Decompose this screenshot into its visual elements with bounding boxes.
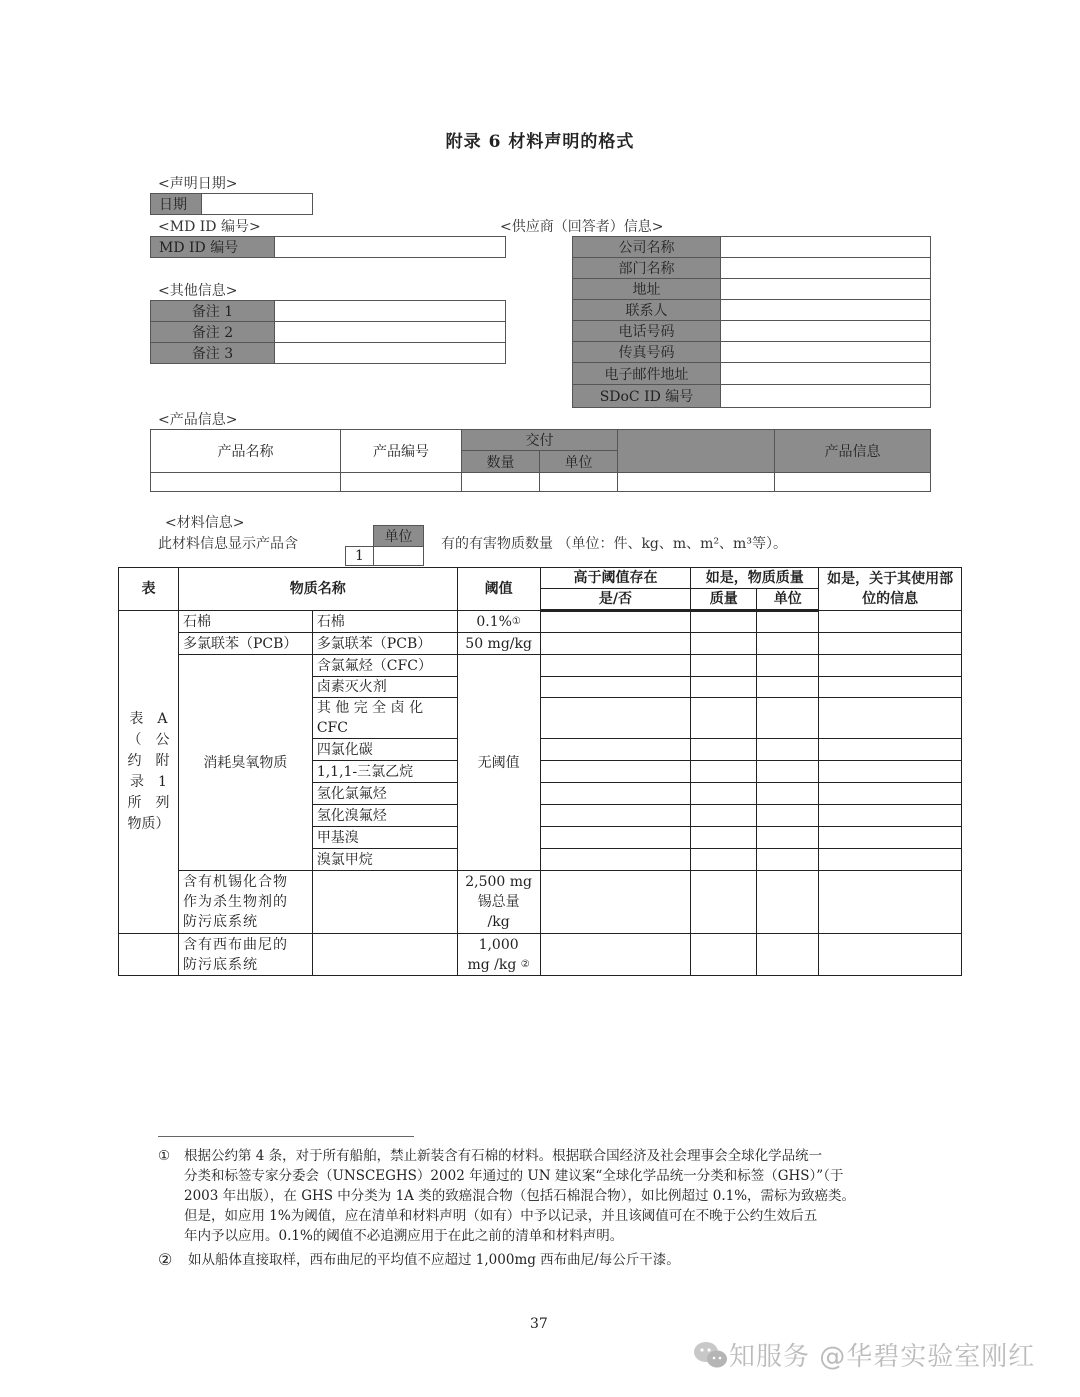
- product-info-section-label: <产品信息>: [158, 412, 238, 428]
- category-line: 含有机锡化合物: [182, 874, 288, 890]
- location-field[interactable]: [819, 934, 962, 976]
- threshold-line: 1,000: [478, 936, 519, 953]
- footnote-line: 如从船体直接取样，西布曲尼的平均值不应超过 1,000mg 西布曲尼/每公斤干漆。: [188, 1252, 680, 1268]
- mass-field[interactable]: [691, 677, 757, 698]
- company-name-field[interactable]: [720, 236, 931, 258]
- mass-field[interactable]: [691, 761, 757, 783]
- threshold-value: mg /kg: [467, 956, 517, 973]
- remark-3-field[interactable]: [274, 342, 506, 364]
- mass-field[interactable]: [691, 633, 757, 655]
- page-number: 37: [530, 1316, 548, 1332]
- substance-cell: 1,1,1-三氯乙烷: [312, 761, 457, 783]
- md-id-label: MD ID 编号: [150, 236, 275, 258]
- mass-field[interactable]: [691, 871, 757, 934]
- threshold-value: 0.1%: [476, 613, 512, 630]
- group-label-table-a: [119, 611, 179, 934]
- product-info-field[interactable]: [774, 472, 931, 492]
- location-column-header: [819, 568, 962, 611]
- unit-field[interactable]: [539, 472, 618, 492]
- date-label: 日期: [150, 193, 202, 215]
- email-label: 电子邮件地址: [572, 362, 721, 385]
- category-cell-ozone-depleting: 消耗臭氧物质: [178, 655, 312, 871]
- md-id-field[interactable]: [274, 236, 506, 258]
- threshold-cell: [457, 934, 540, 976]
- substance-line: CFC: [316, 720, 348, 736]
- other-info-section-label: <其他信息>: [158, 283, 238, 299]
- table-row: [119, 611, 962, 633]
- yes-no-field[interactable]: [540, 633, 691, 655]
- category-line: 防污底系统: [182, 956, 258, 973]
- substance-cell: 石棉: [312, 611, 457, 633]
- footnote-2-marker: ②: [158, 1250, 173, 1269]
- yes-no-field[interactable]: [540, 871, 691, 934]
- product-info-header: 产品信息: [774, 429, 931, 473]
- remark-3-label: 备注 3: [150, 342, 275, 364]
- date-field[interactable]: [201, 193, 313, 215]
- footnote-line: 但是，如应用 1%为阈值，应在清单和材料声明（如有）中予以记录，并且该阈值可在不晚于公约生效后五: [184, 1208, 818, 1224]
- location-field[interactable]: [819, 783, 962, 805]
- yes-no-field[interactable]: [540, 698, 691, 739]
- unit-field[interactable]: [757, 761, 819, 783]
- substance-cell: 多氯联苯（PCB）: [312, 633, 457, 655]
- unit-column-header: 单位: [757, 589, 819, 611]
- location-field[interactable]: [819, 739, 962, 761]
- yes-no-field[interactable]: [540, 611, 691, 633]
- watermark-text: 知服务 @华碧实验室刚红: [729, 1342, 1036, 1372]
- table-row: [119, 871, 962, 934]
- yes-no-field[interactable]: [540, 655, 691, 677]
- unit-field[interactable]: [757, 805, 819, 827]
- product-number-field[interactable]: [340, 472, 462, 492]
- mass-field[interactable]: [691, 849, 757, 871]
- threshold-line: 锡总量: [477, 894, 520, 910]
- sdoc-id-label: SDoC ID 编号: [572, 384, 721, 408]
- blank-field[interactable]: [617, 472, 775, 492]
- threshold-column-header: 阈值: [457, 568, 540, 611]
- hazardous-materials-table: [118, 567, 962, 976]
- category-line: 含有西布曲尼的: [182, 936, 288, 953]
- phone-label: 电话号码: [572, 320, 721, 342]
- yes-no-field[interactable]: [540, 849, 691, 871]
- unit-field[interactable]: [757, 871, 819, 934]
- table-row: [119, 934, 962, 976]
- declaration-date-section-label: <声明日期>: [158, 176, 238, 192]
- threshold-cell: 50 mg/kg: [457, 633, 540, 655]
- fax-field[interactable]: [720, 341, 931, 363]
- category-cell-cybutryne: [178, 934, 312, 976]
- mass-field[interactable]: [691, 783, 757, 805]
- mass-field[interactable]: [691, 934, 757, 976]
- location-field[interactable]: [819, 761, 962, 783]
- fax-label: 传真号码: [572, 341, 721, 363]
- table-row: [119, 655, 962, 677]
- material-quantity-field[interactable]: 1: [345, 546, 374, 566]
- mass-column-group-header: 如是，物质质量: [691, 568, 819, 589]
- yes-no-field[interactable]: [540, 934, 691, 976]
- material-info-section-label: <材料信息>: [165, 515, 245, 531]
- substance-cell: 四氯化碳: [312, 739, 457, 761]
- above-threshold-column-header: 高于阈值存在: [540, 568, 691, 589]
- material-unit-field[interactable]: [373, 546, 424, 566]
- substance-cell: [312, 698, 457, 739]
- remark-2-label: 备注 2: [150, 321, 275, 343]
- category-cell: 多氯联苯（PCB）: [178, 633, 312, 655]
- watermark: [693, 1336, 1035, 1373]
- substance-cell: 甲基溴: [312, 827, 457, 849]
- email-field[interactable]: [720, 362, 931, 385]
- material-info-sentence-end: 有的有害物质数量 （单位：件、kg、m、m²、m³等）。: [441, 536, 787, 552]
- table-column-header: 表: [119, 568, 179, 611]
- unit-header: 单位: [539, 450, 618, 473]
- unit-field[interactable]: [757, 934, 819, 976]
- mass-field[interactable]: [691, 611, 757, 633]
- threshold-cell-no-threshold: 无阈值: [457, 655, 540, 871]
- sdoc-id-field[interactable]: [720, 384, 931, 408]
- product-number-header: 产品编号: [340, 429, 462, 473]
- yes-no-field[interactable]: [540, 805, 691, 827]
- threshold-line: [462, 955, 536, 975]
- address-label: 地址: [572, 278, 721, 300]
- contact-person-label: 联系人: [572, 299, 721, 321]
- location-field[interactable]: [819, 655, 962, 677]
- mass-field[interactable]: [691, 698, 757, 739]
- threshold-line: /kg: [487, 914, 510, 930]
- contact-person-field[interactable]: [720, 299, 931, 321]
- unit-field[interactable]: [757, 827, 819, 849]
- footnote-2: [158, 1250, 938, 1270]
- group-label-line: 所 列: [127, 795, 170, 811]
- group-label-line: 约 附: [127, 753, 170, 769]
- substance-cell: 含氯氟烃（CFC）: [312, 655, 457, 677]
- company-name-label: 公司名称: [572, 236, 721, 258]
- product-name-header: 产品名称: [150, 429, 341, 473]
- group-label-line: 表 A: [129, 711, 168, 727]
- threshold-cell: [457, 871, 540, 934]
- group-label-line: 录 1: [130, 774, 167, 790]
- department-name-label: 部门名称: [572, 257, 721, 279]
- category-line: 作为杀生物剂的: [182, 894, 288, 910]
- phone-field[interactable]: [720, 320, 931, 342]
- location-field[interactable]: [819, 698, 962, 739]
- footnote-line: 根据公约第 4 条，对于所有船舶，禁止新装含有石棉的材料。根据联合国经济及社会理事会全球化学品统一: [184, 1148, 823, 1164]
- threshold-line: 2,500 mg: [465, 874, 533, 890]
- yes-no-field[interactable]: [540, 677, 691, 698]
- category-cell: 石棉: [178, 611, 312, 633]
- substance-line: 其 他 完 全 卤 化: [316, 700, 424, 716]
- blank-header: [617, 429, 775, 473]
- mass-field[interactable]: [691, 827, 757, 849]
- footnote-1: [158, 1146, 938, 1246]
- address-field[interactable]: [720, 278, 931, 300]
- footnote-ref-1[interactable]: ①: [511, 615, 521, 627]
- group-label-empty: [119, 934, 179, 976]
- mass-field[interactable]: [691, 655, 757, 677]
- quantity-header: 数量: [461, 450, 540, 473]
- material-unit-label: 单位: [373, 525, 424, 547]
- unit-field[interactable]: [757, 739, 819, 761]
- substance-cell: 氢化氯氟烃: [312, 783, 457, 805]
- group-label-line: 物质）: [127, 816, 170, 832]
- unit-field[interactable]: [757, 655, 819, 677]
- department-name-field[interactable]: [720, 257, 931, 279]
- location-header-text: 如是，关于其使用部位的信息: [827, 571, 954, 607]
- wechat-icon: [693, 1340, 729, 1370]
- substance-name-column-header: 物质名称: [178, 568, 457, 611]
- footnote-1-marker: ①: [158, 1148, 171, 1164]
- substance-cell: 溴氯甲烷: [312, 849, 457, 871]
- remark-1-label: 备注 1: [150, 300, 275, 322]
- quantity-field[interactable]: [461, 472, 540, 492]
- unit-field[interactable]: [757, 698, 819, 739]
- yes-no-field[interactable]: [540, 783, 691, 805]
- delivery-header: 交付: [461, 429, 618, 451]
- substance-cell: 氢化溴氟烃: [312, 805, 457, 827]
- unit-field[interactable]: [757, 611, 819, 633]
- footnote-line: 年内予以应用。0.1%的阈值不必追溯应用于在此之前的清单和材料声明。: [184, 1228, 624, 1244]
- remark-2-field[interactable]: [274, 321, 506, 343]
- yes-no-field[interactable]: [540, 761, 691, 783]
- substance-cell: [312, 934, 457, 976]
- footnote-line: 2003 年出版），在 GHS 中分类为 1A 类的致癌混合物（包括石棉混合物），如比例超过 0.1%，需标为致癌类。: [184, 1188, 856, 1204]
- unit-field[interactable]: [757, 849, 819, 871]
- threshold-cell: [457, 611, 540, 633]
- footnote-ref-2[interactable]: ②: [520, 958, 530, 970]
- unit-field[interactable]: [757, 783, 819, 805]
- table-row: [119, 633, 962, 655]
- mass-field[interactable]: [691, 739, 757, 761]
- substance-cell: 卤素灭火剂: [312, 677, 457, 698]
- category-line: 防污底系统: [182, 914, 258, 930]
- location-field[interactable]: [819, 827, 962, 849]
- md-id-section-label: <MD ID 编号>: [158, 219, 261, 235]
- mass-column-header: 质量: [691, 589, 757, 611]
- yes-no-field[interactable]: [540, 827, 691, 849]
- mass-field[interactable]: [691, 805, 757, 827]
- unit-field[interactable]: [757, 633, 819, 655]
- supplier-info-section-label: <供应商（回答者）信息>: [500, 219, 664, 235]
- group-label-line: （ 公: [127, 732, 170, 748]
- location-field[interactable]: [819, 805, 962, 827]
- remark-1-field[interactable]: [274, 300, 506, 322]
- location-field[interactable]: [819, 849, 962, 871]
- footnote-separator: [158, 1136, 414, 1137]
- material-info-sentence-start: 此材料信息显示产品含: [158, 536, 298, 552]
- substance-cell: [312, 871, 457, 934]
- page-title: 附录 6 材料声明的格式: [445, 132, 635, 152]
- yes-no-column-header: 是/否: [540, 589, 691, 611]
- location-field[interactable]: [819, 611, 962, 633]
- product-name-field[interactable]: [150, 472, 341, 492]
- category-cell-organotin: [178, 871, 312, 934]
- unit-field[interactable]: [757, 677, 819, 698]
- yes-no-field[interactable]: [540, 739, 691, 761]
- location-field[interactable]: [819, 871, 962, 934]
- location-field[interactable]: [819, 633, 962, 655]
- footnote-line: 分类和标签专家分委会（UNSCEGHS）2002 年通过的 UN 建议案“全球化学品统一分类和标签（GHS）”（于: [184, 1168, 844, 1184]
- location-field[interactable]: [819, 677, 962, 698]
